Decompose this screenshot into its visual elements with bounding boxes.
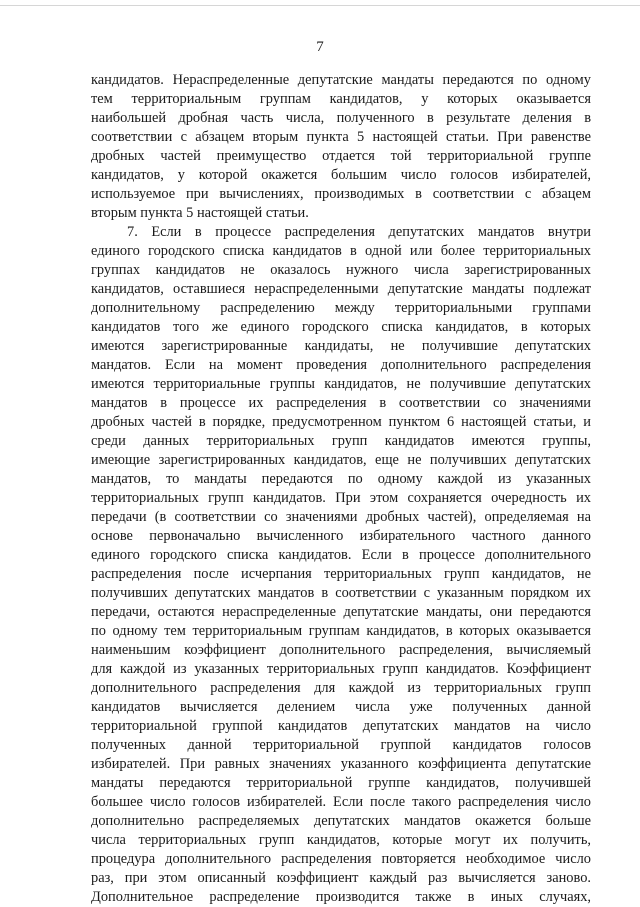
page-number: 7 <box>316 39 324 55</box>
text-line: группах кандидатов не оказалось нужного числа зарегистрированных <box>91 262 591 278</box>
text-line: кандидатов, у которой окажется большим число голосов избирателей, <box>91 167 591 183</box>
text-line: кандидатов. Нераспределенные депутатские мандаты передаются по одному <box>91 72 591 88</box>
scan-edge-line <box>0 5 640 6</box>
text-line: имеются зарегистрированные кандидаты, не получившие депутатских <box>91 338 591 354</box>
text-line: среди данных территориальных групп кандидатов имеются группы, <box>91 433 591 449</box>
text-line: распределения после исчерпания территориальных групп кандидатов, не <box>91 566 591 582</box>
text-line: дополнительного распределения для каждой из территориальных групп <box>91 680 591 696</box>
text-line: наибольшей дробная часть числа, полученного в результате деления в <box>91 110 591 126</box>
text-line: используемое при вычислениях, производимых в соответствии с абзацем <box>91 186 591 202</box>
text-line: дробных частей преимущество отдается той территориальной группе <box>91 148 591 164</box>
text-line: мандатов. Если на момент проведения дополнительного распределения <box>91 357 591 373</box>
text-line: основе первоначально вычисленного избирательного частного данного <box>91 528 591 544</box>
text-line: мандаты передаются территориальной группе кандидатов, получившей <box>91 775 591 791</box>
text-line: имеющие зарегистрированных кандидатов, еще не получивших депутатских <box>91 452 591 468</box>
text-line: числа территориальных групп кандидатов, которые могут их получить, <box>91 832 591 848</box>
text-line: передачи, остаются нераспределенные депутатские мандаты, они передаются <box>91 604 591 620</box>
text-line: мандатов в процессе их распределения в соответствии со значениями <box>91 395 591 411</box>
text-line: тем территориальным группам кандидатов, у которых оказывается <box>91 91 591 107</box>
text-line: имеются территориальные группы кандидатов, не получившие депутатских <box>91 376 591 392</box>
text-line: территориальной группой кандидатов депутатских мандатов на число <box>91 718 591 734</box>
text-line: передачи (в соответствии со значениями дробных частей), определяемая на <box>91 509 591 525</box>
text-line: дополнительно распределяемых депутатских мандатов окажется больше <box>91 813 591 829</box>
text-line: получивших депутатских мандатов в соответствии с указанным порядком их <box>91 585 591 601</box>
body-text <box>91 71 591 907</box>
text-line: наименьшим коэффициент дополнительного распределения, вычисляемый <box>91 642 591 658</box>
text-line: территориальных групп кандидатов. При этом сохраняется очередность их <box>91 490 591 506</box>
text-line: по одному тем территориальным группам кандидатов, в которых оказывается <box>91 623 591 639</box>
text-line: полученных данной территориальной группой кандидатов голосов <box>91 737 591 753</box>
text-line: 7. Если в процессе распределения депутатских мандатов внутри <box>127 224 591 240</box>
text-line: процедура дополнительного распределения повторяется необходимое число <box>91 851 591 867</box>
text-line: дробных частей в порядке, предусмотренном пунктом 6 настоящей статьи, и <box>91 414 591 430</box>
text-line: мандатов, то мандаты передаются по одному каждой из указанных <box>91 471 591 487</box>
text-line: раз, при этом описанный коэффициент каждый раз вычисляется заново. <box>91 870 591 886</box>
text-line: большее число голосов избирателей. Если после такого распределения число <box>91 794 591 810</box>
text-line: Дополнительное распределение производится также в иных случаях, <box>91 889 591 905</box>
text-line: дополнительному распределению между территориальными группами <box>91 300 591 316</box>
text-line: избирателей. При равных значениях указанного коэффициента депутатские <box>91 756 591 772</box>
text-line: кандидатов, оставшиеся нераспределенными депутатские мандаты подлежат <box>91 281 591 297</box>
text-line: кандидатов того же единого городского списка кандидатов, в которых <box>91 319 591 335</box>
text-line: для каждой из указанных территориальных групп кандидатов. Коэффициент <box>91 661 591 677</box>
text-line: единого городского списка кандидатов в одной или более территориальных <box>91 243 591 259</box>
text-line: единого городского списка кандидатов. Если в процессе дополнительного <box>91 547 591 563</box>
text-line: соответствии с абзацем вторым пункта 5 настоящей статьи. При равенстве <box>91 129 591 145</box>
text-line: вторым пункта 5 настоящей статьи. <box>91 205 309 221</box>
text-line: кандидатов вычисляется делением числа уже полученных данной <box>91 699 591 715</box>
